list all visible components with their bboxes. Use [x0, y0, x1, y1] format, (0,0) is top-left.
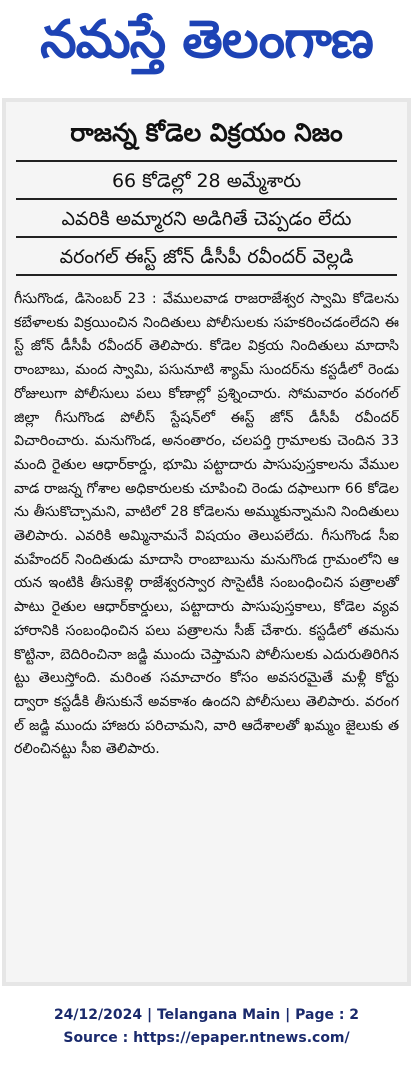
article-headline: రాజన్న కోడెల విక్రయం నిజం	[70, 118, 343, 147]
edition-info: 24/12/2024 | Telangana Main | Page : 2	[53, 1007, 360, 1023]
source-link[interactable]: Source : https://epaper.ntnews.com/	[63, 1030, 350, 1046]
subheading-3: వరంగల్ ఈస్ట్ జోన్ డీసీపీ రవీందర్ వెల్లడి	[59, 246, 354, 268]
subheading-2: ఎవరికి అమ్మారని అడిగితే చెప్పడం లేదు	[61, 208, 352, 230]
article-body: గీసుగొండ, డిసెంబర్ 23 : వేములవాడ రాజరాజేశ్వర స్వామి కోడెలను కబేళాలకు విక్రయించిన నిందితులు పోలీసులకు సహకరించడంలేదని ఈస్ట్ జోన్ డీసీపీ రవీందర్ తెలిపారు. కోడెల విక్రయ నిందితులు మాదాసి రాంబాబు, మంద స్వామి, పసునూటి శ్యామ్ సుందర్‌ను కస్టడీలో రెండు రోజులుగా పోలీసులు పలు కోణాల్లో ప్రశ్నించారు. సోమవారం వరంగల్ జిల్లా గీసుగొండ పోలీస్ స్టేషన్‌లో ఈస్ట్ జోన్ డీసీపీ రవీందర్ విచారించారు. మనుగొండ, అనంతారం, చలపర్తి గ్రామాలకు చెందిన 33 మంది రైతుల ఆధార్‌కార్డు, భూమి పట్టాదారు పాసుపుస్తకాలను వేములవాడ రాజన్న గోశాల అధికారులకు చూపించి రెండు దఫాలుగా 66 కోడెలను తీసుకొచ్చామని, వాటిలో 28 కోడెలను అమ్ముకున్నామని నిందితులు తెలిపారు. ఎవరికి అమ్మినామనే విషయం తెలుపలేదు. గీసుగొండ సీఐ మహేందర్ నిందితుడు మాదాసి రాంబాబును మనుగొండ గ్రామంలోని ఆయన ఇంటికి తీసుకెళ్లి రాజేశ్వరస్వార సొసైటీకి సంబంధించిన పత్రాలతో పాటు రైతుల ఆధార్‌కార్డులు, పట్టాదారు పాసుపుస్తకాలు, కోడెల వ్యవహారానికి సంబంధించిన పలు పత్రాలను సీజ్ చేశారు. కస్టడీలో తమను కొట్టినా, బెదిరించినా జడ్జి ముందు చెప్తామని పోలీసులకు ఎదురుతిరిగినట్టు తెలుస్తోంది. మరింత సమాచారం కోసం అవసరమైతే మళ్లీ కోర్టు ద్వారా కస్టడీకి తీసుకునే అవకాశం ఉందని పోలీసులు తెలిపారు. వరంగల్ జడ్జి ముందు హాజరు పరిచామని, వారి ఆదేశాలతో ఖమ్మం జైలుకు తరలించినట్టు సీఐ తెలిపారు.	[14, 291, 399, 758]
subheading-1: 66 కోడెల్లో 28 అమ్మేశారు	[111, 170, 302, 192]
news-clipping	[2, 98, 411, 986]
masthead	[0, 0, 413, 80]
newspaper-logo: నమస్తే తెలంగాణ	[40, 10, 373, 70]
article	[6, 102, 407, 982]
divider	[16, 274, 397, 276]
